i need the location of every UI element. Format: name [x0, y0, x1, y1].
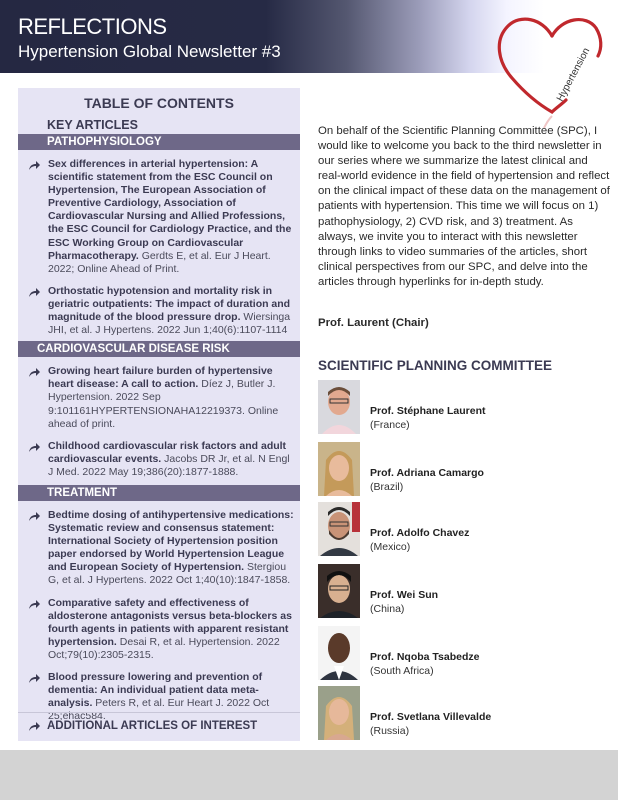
- arrow-link-icon: [28, 673, 41, 684]
- intro-paragraph: On behalf of the Scientific Planning Committee (SPC), I would like to welcome you back to the third newsletter in our series where we summarize the latest clinical and real-world evidence in the field of hypertension and reflect on the clinical impact of these data on the management of patients with hypertension. This time we will focus on 1) pathophysiology, 2) CVD risk, and 3) treatment. As always, we invite you to interact with this newsletter through links to video summaries of the articles, short clinical perspectives from our SPC, and delve into the articles through hyperlinks for in-depth study.: [318, 125, 610, 288]
- article-link[interactable]: [18, 440, 300, 479]
- member-name: Prof. Adriana Camargo: [370, 467, 484, 479]
- article-link[interactable]: [18, 365, 300, 430]
- committee-member: [318, 626, 608, 682]
- member-country: (Russia): [370, 725, 410, 737]
- section-heading: TREATMENT: [18, 485, 300, 501]
- article-title: Growing heart failure burden of hypertensive heart disease: A call to action.: [48, 365, 273, 391]
- member-country: (Brazil): [370, 481, 404, 493]
- intro-signature: Prof. Laurent (Chair): [318, 317, 429, 329]
- member-photo: [318, 502, 360, 556]
- article-citation: Jacobs DR Jr, et al. N Engl J Med. 2022 May 19;386(20):1877-1888.: [48, 452, 290, 478]
- section-heading: PATHOPHYSIOLOGY: [18, 134, 300, 150]
- member-country: (China): [370, 603, 405, 615]
- arrow-link-icon: [28, 287, 41, 298]
- committee-member: [318, 686, 608, 742]
- member-photo: [318, 626, 360, 680]
- member-photo: [318, 564, 360, 618]
- article-link[interactable]: [18, 597, 300, 662]
- article-citation: Stergiou G, et al. J Hypertens. 2022 Oct 1;40(10):1847-1858.: [48, 561, 291, 587]
- table-of-contents: [18, 88, 300, 741]
- arrow-link-icon: [28, 599, 41, 610]
- member-name: Prof. Adolfo Chavez: [370, 527, 470, 539]
- article-link[interactable]: [18, 509, 300, 588]
- member-name: Prof. Wei Sun: [370, 589, 439, 601]
- article-citation: Desai R, et al. Hypertension. 2022 Oct;79(10):2305-2315.: [48, 635, 280, 661]
- article-citation: Peters R, et al. Eur Heart J. 2022 Oct 25;ehac584.: [48, 697, 270, 723]
- arrow-link-icon: [28, 721, 41, 732]
- member-name: Prof. Stéphane Laurent: [370, 405, 486, 417]
- article-link[interactable]: [18, 285, 300, 337]
- logo-text: Hypertension: [554, 46, 593, 104]
- member-country: (France): [370, 419, 410, 431]
- member-photo: [318, 686, 360, 740]
- member-name: Prof. Nqoba Tsabedze: [370, 651, 480, 663]
- additional-articles-link[interactable]: [18, 712, 300, 742]
- toc-title: TABLE OF CONTENTS: [84, 95, 234, 111]
- article-citation: Díez J, Butler J. Hypertension. 2022 Sep 9:101161HYPERTENSIONAHA12219373. Online ahead of print.: [48, 378, 279, 430]
- article-title: Sex differences in arterial hypertension: A scientific statement from the ESC Council on Hypertension, The European Association of Preventive Cardiology, Association of Cardiovascular Nursing and Allied Professions, the ESC Council for Cardiology Practice, and the ESC Working Group on Cardiovascular Pharmacotherapy.: [48, 158, 292, 262]
- article-title: Comparative safety and effectiveness of aldosterone antagonists versus beta-blockers as fourth agents in patients with apparent resistant hypertension.: [48, 596, 292, 648]
- committee-member: [318, 564, 608, 620]
- member-country: (South Africa): [370, 665, 434, 677]
- member-photo: [318, 380, 360, 434]
- article-title: Childhood cardiovascular risk factors and adult cardiovascular events.: [48, 439, 287, 465]
- additional-articles-label: ADDITIONAL ARTICLES OF INTEREST: [47, 720, 258, 732]
- toc-section-cvd-risk: [18, 341, 300, 479]
- key-articles-label: KEY ARTICLES: [47, 118, 138, 132]
- arrow-link-icon: [28, 511, 41, 522]
- article-citation: Gerdts E, et al. Eur J Heart. 2022; Online Ahead of Print.: [48, 249, 271, 275]
- arrow-link-icon: [28, 367, 41, 378]
- article-link[interactable]: [18, 158, 300, 276]
- article-title: Blood pressure lowering and prevention of dementia: An individual patient data meta-analysis.: [48, 671, 263, 710]
- committee-member: [318, 442, 608, 498]
- section-heading: CARDIOVASCULAR DISEASE RISK: [18, 341, 300, 357]
- toc-section-pathophysiology: [18, 134, 300, 337]
- hypertension-heart-logo: [490, 12, 612, 132]
- newsletter-title: REFLECTIONS: [18, 14, 167, 39]
- member-photo: [318, 442, 360, 496]
- committee-title: SCIENTIFIC PLANNING COMMITTEE: [318, 358, 552, 373]
- member-country: (Mexico): [370, 541, 411, 553]
- toc-section-treatment: [18, 485, 300, 723]
- committee-member: [318, 380, 608, 436]
- article-citation: Wiersinga JHI, et al. J Hypertens. 2022 Jun 1;40(6):1107-1114: [48, 311, 291, 337]
- member-name: Prof. Svetlana Villevalde: [370, 711, 492, 723]
- article-title: Orthostatic hypotension and mortality risk in geriatric outpatients: The impact of duration and magnitude of the blood pressure drop.: [48, 284, 291, 324]
- article-title: Bedtime dosing of antihypertensive medications: Systematic review and consensus statement: International Society of Hypertension position paper endorsed by World Hypertension League and European Society of Hypertension.: [48, 508, 294, 574]
- newsletter-subtitle: Hypertension Global Newsletter #3: [18, 42, 281, 61]
- arrow-link-icon: [28, 442, 41, 453]
- committee-member: [318, 502, 608, 558]
- arrow-link-icon: [28, 160, 41, 171]
